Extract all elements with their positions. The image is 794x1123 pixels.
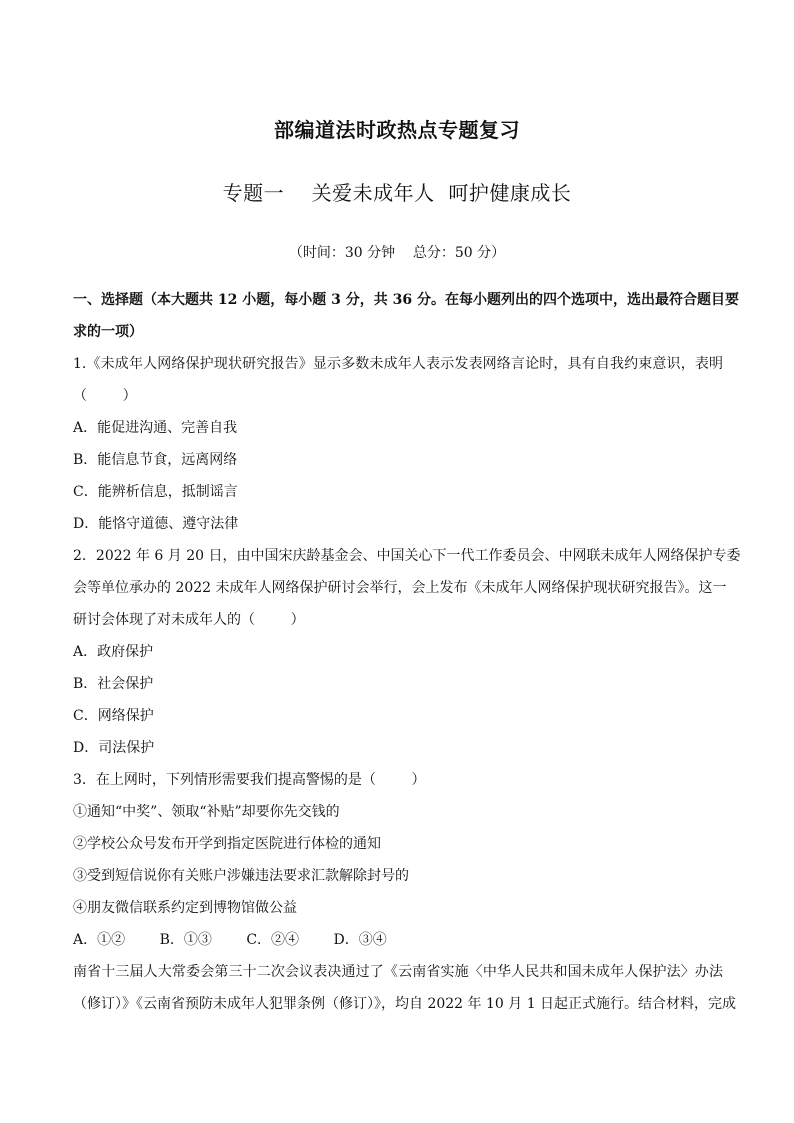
- document-body: [73, 289, 741, 1025]
- time-score-info: （时间：30 分钟 总分：50 分）: [288, 245, 506, 261]
- question-3-options-row: [73, 929, 723, 961]
- question-1-option-c: C．能辨析信息，抵制谣言: [73, 484, 238, 500]
- question-3-item-2: ②学校公众号发布开学到指定医院进行体检的通知: [73, 836, 381, 852]
- question-2-option-c: C．网络保护: [73, 708, 154, 724]
- question-2-option-d: D．司法保护: [73, 740, 155, 756]
- question-2-stem-line-2: 会等单位承办的 2022 未成年人网络保护研讨会举行，会上发布《未成年人网络保护现状研究报告》。这一: [73, 580, 727, 596]
- topic-title: 专题一 关爱未成年人 呵护健康成长: [222, 181, 572, 205]
- question-3-item-3: ③受到短信说你有关账户涉嫌违法要求汇款解除封号的: [73, 868, 409, 884]
- question-1-stem-line-2: （ ）: [73, 388, 137, 404]
- question-1-option-b: B．能信息节食，远离网络: [73, 452, 238, 468]
- section-heading-line-1: 一、选择题（本大题共 12 小题，每小题 3 分，共 36 分。在每小题列出的四个选项中，选出最符合题目要: [73, 292, 739, 308]
- question-1-option-d: D．能恪守道德、遵守法律: [73, 516, 239, 532]
- question-3-stem: 3．在上网时，下列情形需要我们提高警惕的是（ ）: [73, 772, 426, 788]
- question-1-stem-line-1: 1.《未成年人网络保护现状研究报告》显示多数未成年人表示发表网络言论时，具有自我约束意识，表明: [73, 356, 723, 372]
- question-3-item-4: ④朋友微信联系约定到博物馆做公益: [73, 900, 297, 916]
- question-2-option-a: A．政府保护: [73, 644, 154, 660]
- question-2-stem-line-3: 研讨会体现了对未成年人的（ ）: [73, 612, 305, 628]
- question-3-option-b: B．①③: [159, 932, 212, 948]
- material-line-1: 南省十三届人大常委会第三十二次会议表决通过了《云南省实施〈中华人民共和国未成年人保护法〉办法: [73, 964, 723, 980]
- question-3-item-1: ①通知“中奖”、领取“补贴”却要你先交钱的: [73, 804, 340, 820]
- question-2-option-b: B．社会保护: [73, 676, 154, 692]
- section-heading-line-2: 求的一项）: [73, 324, 143, 340]
- question-3-option-d: D．③④: [333, 932, 387, 948]
- main-title: 部编道法时政热点专题复习: [274, 118, 520, 142]
- question-3-option-a: A．①②: [73, 932, 126, 948]
- material-line-2: （修订）》《云南省预防未成年人犯罪条例（修订）》，均自 2022 年 10 月 1 日起正式施行。结合材料，完成: [73, 996, 737, 1012]
- question-1-option-a: A．能促进沟通、完善自我: [73, 420, 238, 436]
- question-2-stem-line-1: 2．2022 年 6 月 20 日，由中国宋庆龄基金会、中国关心下一代工作委员会、中网联未成年人网络保护专委: [73, 548, 741, 564]
- question-3-option-c: C．②④: [246, 932, 300, 948]
